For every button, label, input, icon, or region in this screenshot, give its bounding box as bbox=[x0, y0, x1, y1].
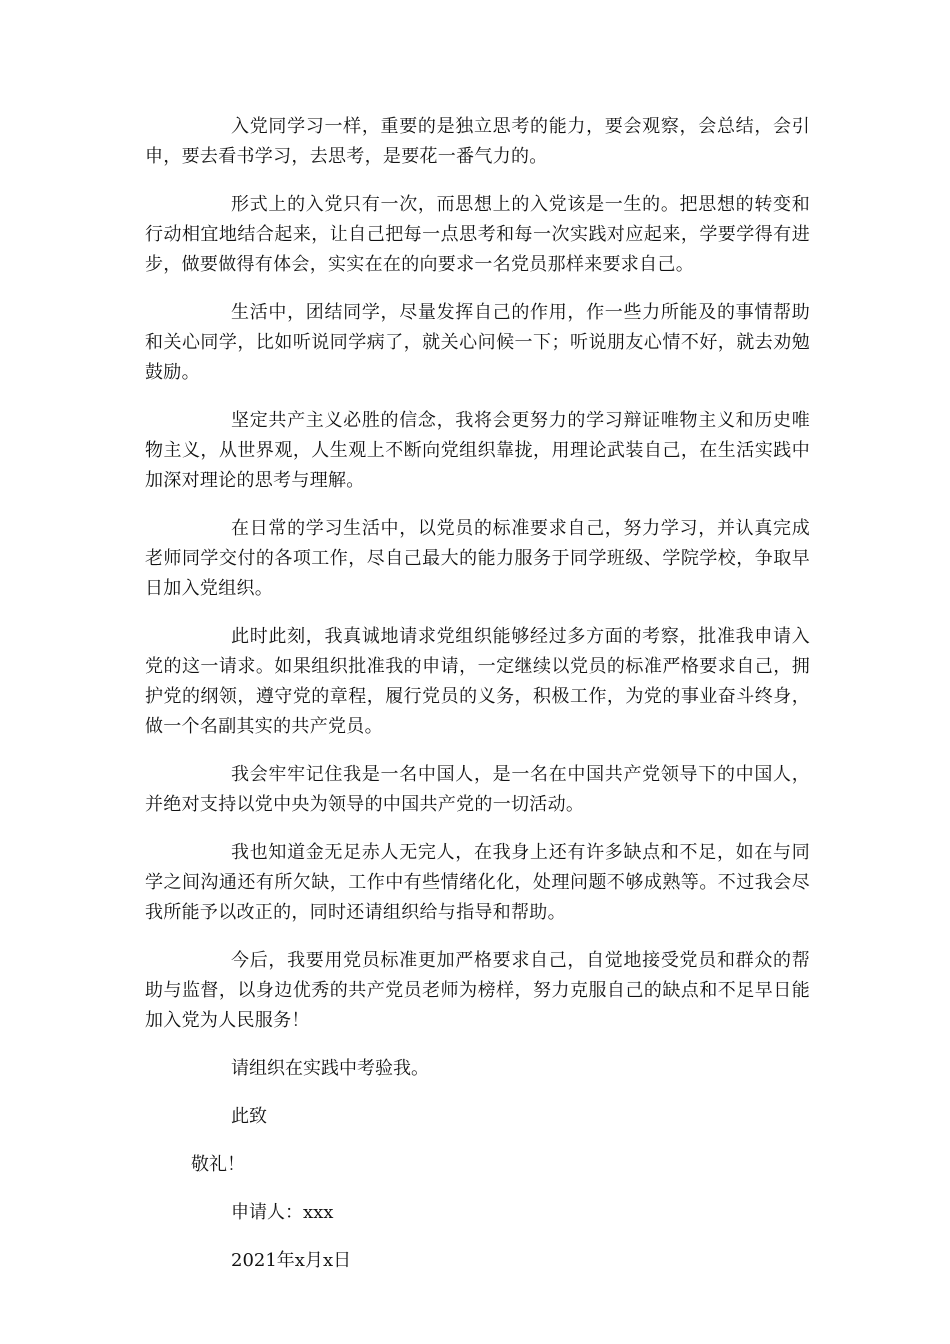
paragraph: 形式上的入党只有一次，而思想上的入党该是一生的。把思想的转变和行动相宜地结合起来，让自己把每一点思考和每一次实践对应起来，学要学得有进步，做要做得有体会，实实在在的向要求一名党员那样来要求自己。 bbox=[145, 194, 810, 275]
document-body bbox=[145, 112, 810, 1294]
paragraph: 入党同学习一样，重要的是独立思考的能力，要会观察，会总结，会引申，要去看书学习，去思考，是要花一番气力的。 bbox=[145, 116, 810, 167]
application-date: 2021年x月x日 bbox=[231, 1250, 352, 1271]
paragraph: 坚定共产主义必胜的信念，我将会更努力的学习辩证唯物主义和历史唯物主义，从世界观，人生观上不断向党组织靠拢，用理论武装自己，在生活实践中加深对理论的思考与理解。 bbox=[145, 410, 810, 491]
paragraph: 在日常的学习生活中，以党员的标准要求自己，努力学习，并认真完成老师同学交付的各项工作，尽自己最大的能力服务于同学班级、学院学校，争取早日加入党组织。 bbox=[145, 518, 810, 599]
applicant-signature: 申请人：xxx bbox=[231, 1202, 334, 1223]
paragraph: 此时此刻，我真诚地请求党组织能够经过多方面的考察，批准我申请入党的这一请求。如果组织批准我的申请，一定继续以党员的标准严格要求自己，拥护党的纲领，遵守党的章程，履行党员的义务，积极工作，为党的事业奋斗终身，做一个名副其实的共产党员。 bbox=[145, 626, 810, 737]
closing-request: 请组织在实践中考验我。 bbox=[231, 1058, 429, 1079]
closing-salutation: 此致 bbox=[231, 1106, 267, 1127]
closing-greeting: 敬礼！ bbox=[191, 1154, 245, 1175]
paragraph: 今后，我要用党员标准更加严格要求自己，自觉地接受党员和群众的帮助与监督，以身边优秀的共产党员老师为榜样，努力克服自己的缺点和不足早日能加入党为人民服务！ bbox=[145, 950, 810, 1031]
paragraph: 我也知道金无足赤人无完人，在我身上还有许多缺点和不足，如在与同学之间沟通还有所欠缺，工作中有些情绪化化，处理问题不够成熟等。不过我会尽我所能予以改正的，同时还请组织给与指导和帮助。 bbox=[145, 842, 810, 923]
paragraph: 我会牢牢记住我是一名中国人，是一名在中国共产党领导下的中国人，并绝对支持以党中央为领导的中国共产党的一切活动。 bbox=[145, 764, 810, 815]
paragraph: 生活中，团结同学，尽量发挥自己的作用，作一些力所能及的事情帮助和关心同学，比如听说同学病了，就关心问候一下；听说朋友心情不好，就去劝勉鼓励。 bbox=[145, 302, 810, 383]
